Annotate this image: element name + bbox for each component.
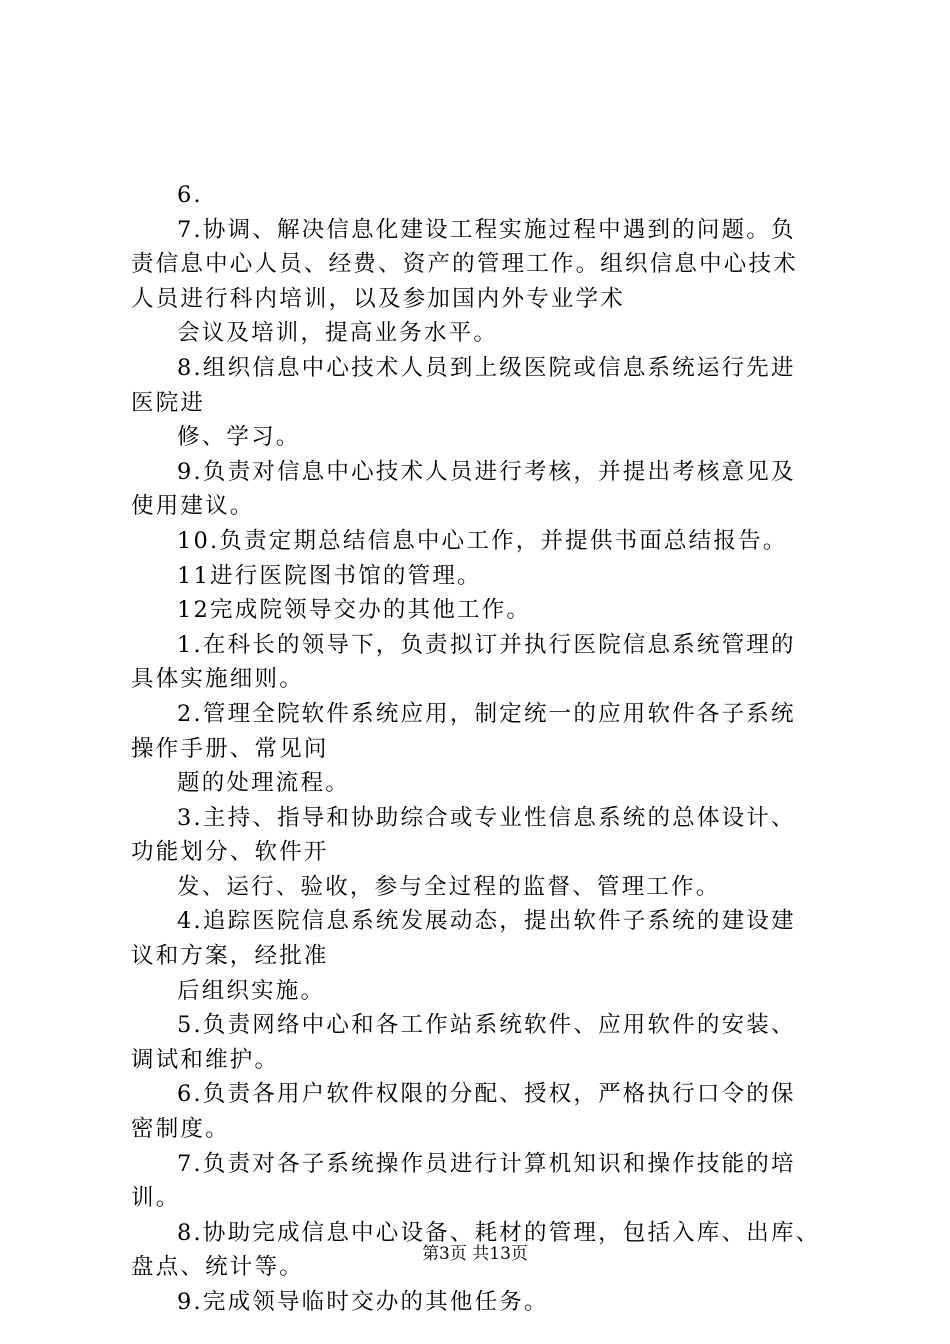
text-line: 11进行医院图书馆的管理。 — [177, 562, 482, 589]
text-line: 题的处理流程。 — [177, 770, 350, 797]
text-line: 6.负责各用户软件权限的分配、授权，严格执行口令的保 — [177, 1081, 796, 1108]
text-line: 调试和维护。 — [131, 1046, 280, 1073]
text-line: 8.协助完成信息中心设备、耗材的管理，包括入库、出库、 — [177, 1219, 821, 1246]
text-line: 修、学习。 — [177, 424, 301, 451]
text-line: 7.协调、解决信息化建设工程实施过程中遇到的问题。负 — [177, 216, 796, 243]
text-line: 操作手册、常见问 — [131, 735, 329, 762]
text-line: 7.负责对各子系统操作员进行计算机知识和操作技能的培 — [177, 1150, 796, 1177]
text-line: 密制度。 — [131, 1116, 230, 1143]
text-line: 功能划分、软件开 — [131, 839, 329, 866]
text-line: 盘点、统计等。 — [131, 1254, 304, 1281]
text-line: 人员进行科内培训，以及参加国内外专业学术 — [131, 285, 626, 312]
text-line: 6. — [177, 182, 203, 208]
text-line: 2.管理全院软件系统应用，制定统一的应用软件各子系统 — [177, 700, 796, 727]
text-line: 责信息中心人员、经费、资产的管理工作。组织信息中心技术 — [131, 251, 798, 278]
text-line: 9.负责对信息中心技术人员进行考核，并提出考核意见及 — [177, 458, 796, 485]
text-line: 训。 — [131, 1185, 181, 1212]
text-line: 8.组织信息中心技术人员到上级医院或信息系统运行先进 — [177, 354, 796, 381]
text-line: 9.完成领导临时交办的其他任务。 — [177, 1289, 549, 1315]
text-line: 5.负责网络中心和各工作站系统软件、应用软件的安装、 — [177, 1012, 796, 1039]
text-line: 使用建议。 — [131, 493, 255, 520]
text-line: 医院进 — [131, 389, 206, 416]
text-line: 10.负责定期总结信息中心工作，并提供书面总结报告。 — [177, 527, 788, 554]
text-line: 1.在科长的领导下，负责拟订并执行医院信息系统管理的 — [177, 631, 796, 658]
text-line: 具体实施细则。 — [131, 666, 304, 693]
page-footer: 第3页 共13页 — [422, 1244, 528, 1264]
text-line: 4.追踪医院信息系统发展动态，提出软件子系统的建设建 — [177, 908, 796, 935]
text-line: 12完成院领导交办的其他工作。 — [177, 597, 532, 624]
document-body — [131, 178, 831, 1320]
text-line: 议和方案，经批准 — [131, 943, 329, 970]
text-line: 发、运行、验收，参与全过程的监督、管理工作。 — [177, 873, 721, 900]
text-line: 会议及培训，提高业务水平。 — [177, 320, 499, 347]
text-line: 后组织实施。 — [177, 977, 326, 1004]
text-line: 3.主持、指导和协助综合或专业性信息系统的总体设计、 — [177, 804, 796, 831]
